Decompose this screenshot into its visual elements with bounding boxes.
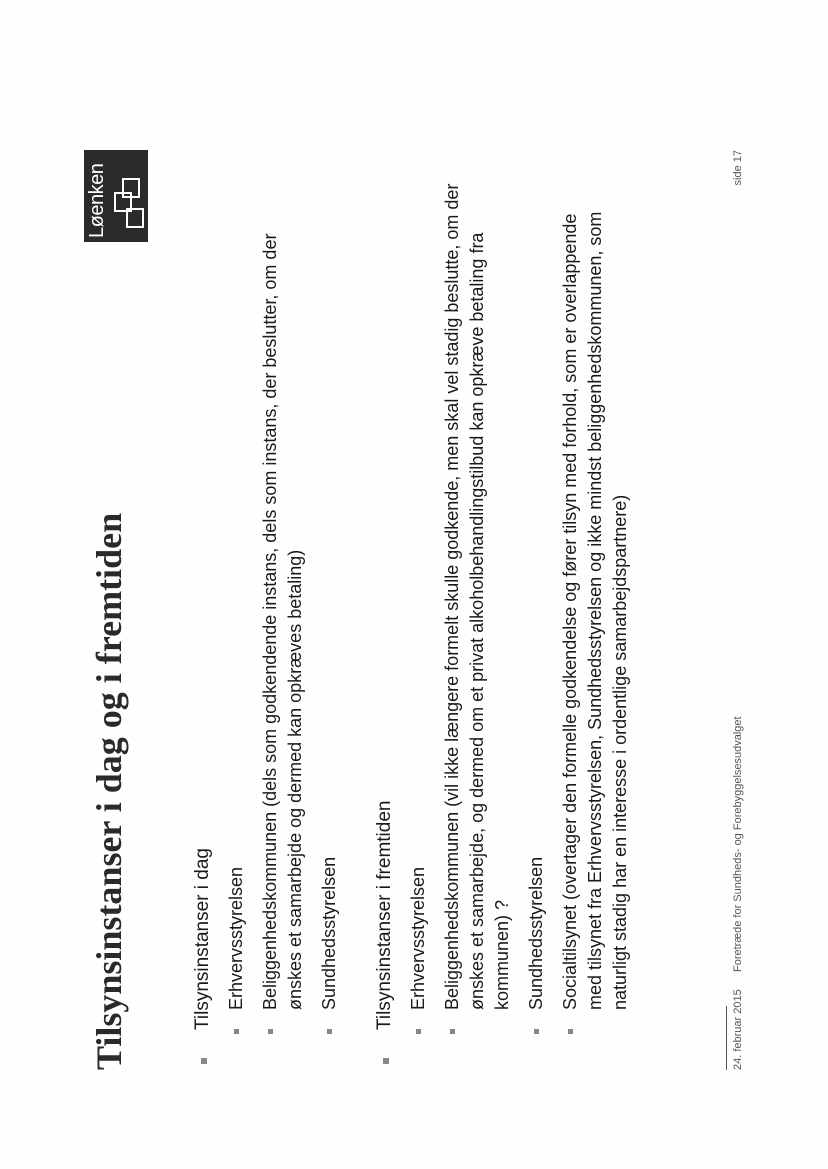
section-today	[190, 140, 342, 1070]
bullet-icon	[327, 1029, 332, 1034]
bullet-icon	[383, 1058, 389, 1064]
slide	[70, 130, 770, 1090]
slide-content	[190, 140, 663, 1070]
bullet-icon	[534, 1029, 539, 1034]
logo-text: Løenken	[86, 163, 108, 238]
section-heading: Tilsynsinstanser i dag	[190, 140, 216, 1070]
bullet-icon	[416, 1029, 421, 1034]
footer-date: 24. februar 2015	[732, 989, 744, 1070]
section-heading: Tilsynsinstanser i fremtiden	[372, 140, 398, 1070]
section-future	[372, 140, 633, 1070]
footer-organization: Foretræde for Sundheds- og Forebyggelsesudvalget	[732, 716, 744, 972]
logo	[84, 150, 148, 242]
list-item: Socialtilsynet (overtager den formelle godkendelse og fører tilsyn med forhold, som er overlappende med tilsynet fra Erhvervsstyrelsen, Sundhedsstyrelsen og ikke mindst beliggenhedskommunen, som naturligt stadig har en interesse i ordentlige samarbejdspartnere)	[558, 180, 633, 1070]
list-item: Erhvervsstyrelsen	[406, 180, 431, 1070]
list-item: Erhvervsstyrelsen	[224, 180, 249, 1070]
slide-title: Tilsynsinstanser i dag og i fremtiden	[89, 512, 129, 1070]
logo-square-icon	[126, 208, 144, 228]
bullet-icon	[268, 1029, 273, 1034]
bullet-icon	[568, 1029, 573, 1034]
footer-page-number: side 17	[732, 150, 744, 186]
bullet-icon	[234, 1029, 239, 1034]
list-item: Beliggenhedskommunen (vil ikke længere formelt skulle godkende, men skal vel stadig beslutte, om der ønskes et samarbejde, og dermed om et privat alkoholbehandlingstilbud kan opkræve betaling fra kommunen) ?	[440, 180, 515, 1070]
list-item: Beliggenhedskommunen (dels som godkendende instans, dels som instans, der beslutter, om der ønskes et samarbejde og dermed kan opkræves betaling)	[258, 180, 308, 1070]
footer-divider	[726, 1006, 727, 1070]
bullet-icon	[201, 1058, 207, 1064]
list-item: Sundhedsstyrelsen	[524, 180, 549, 1070]
list-item: Sundhedsstyrelsen	[317, 180, 342, 1070]
logo-square-icon	[122, 178, 140, 198]
bullet-icon	[450, 1029, 455, 1034]
